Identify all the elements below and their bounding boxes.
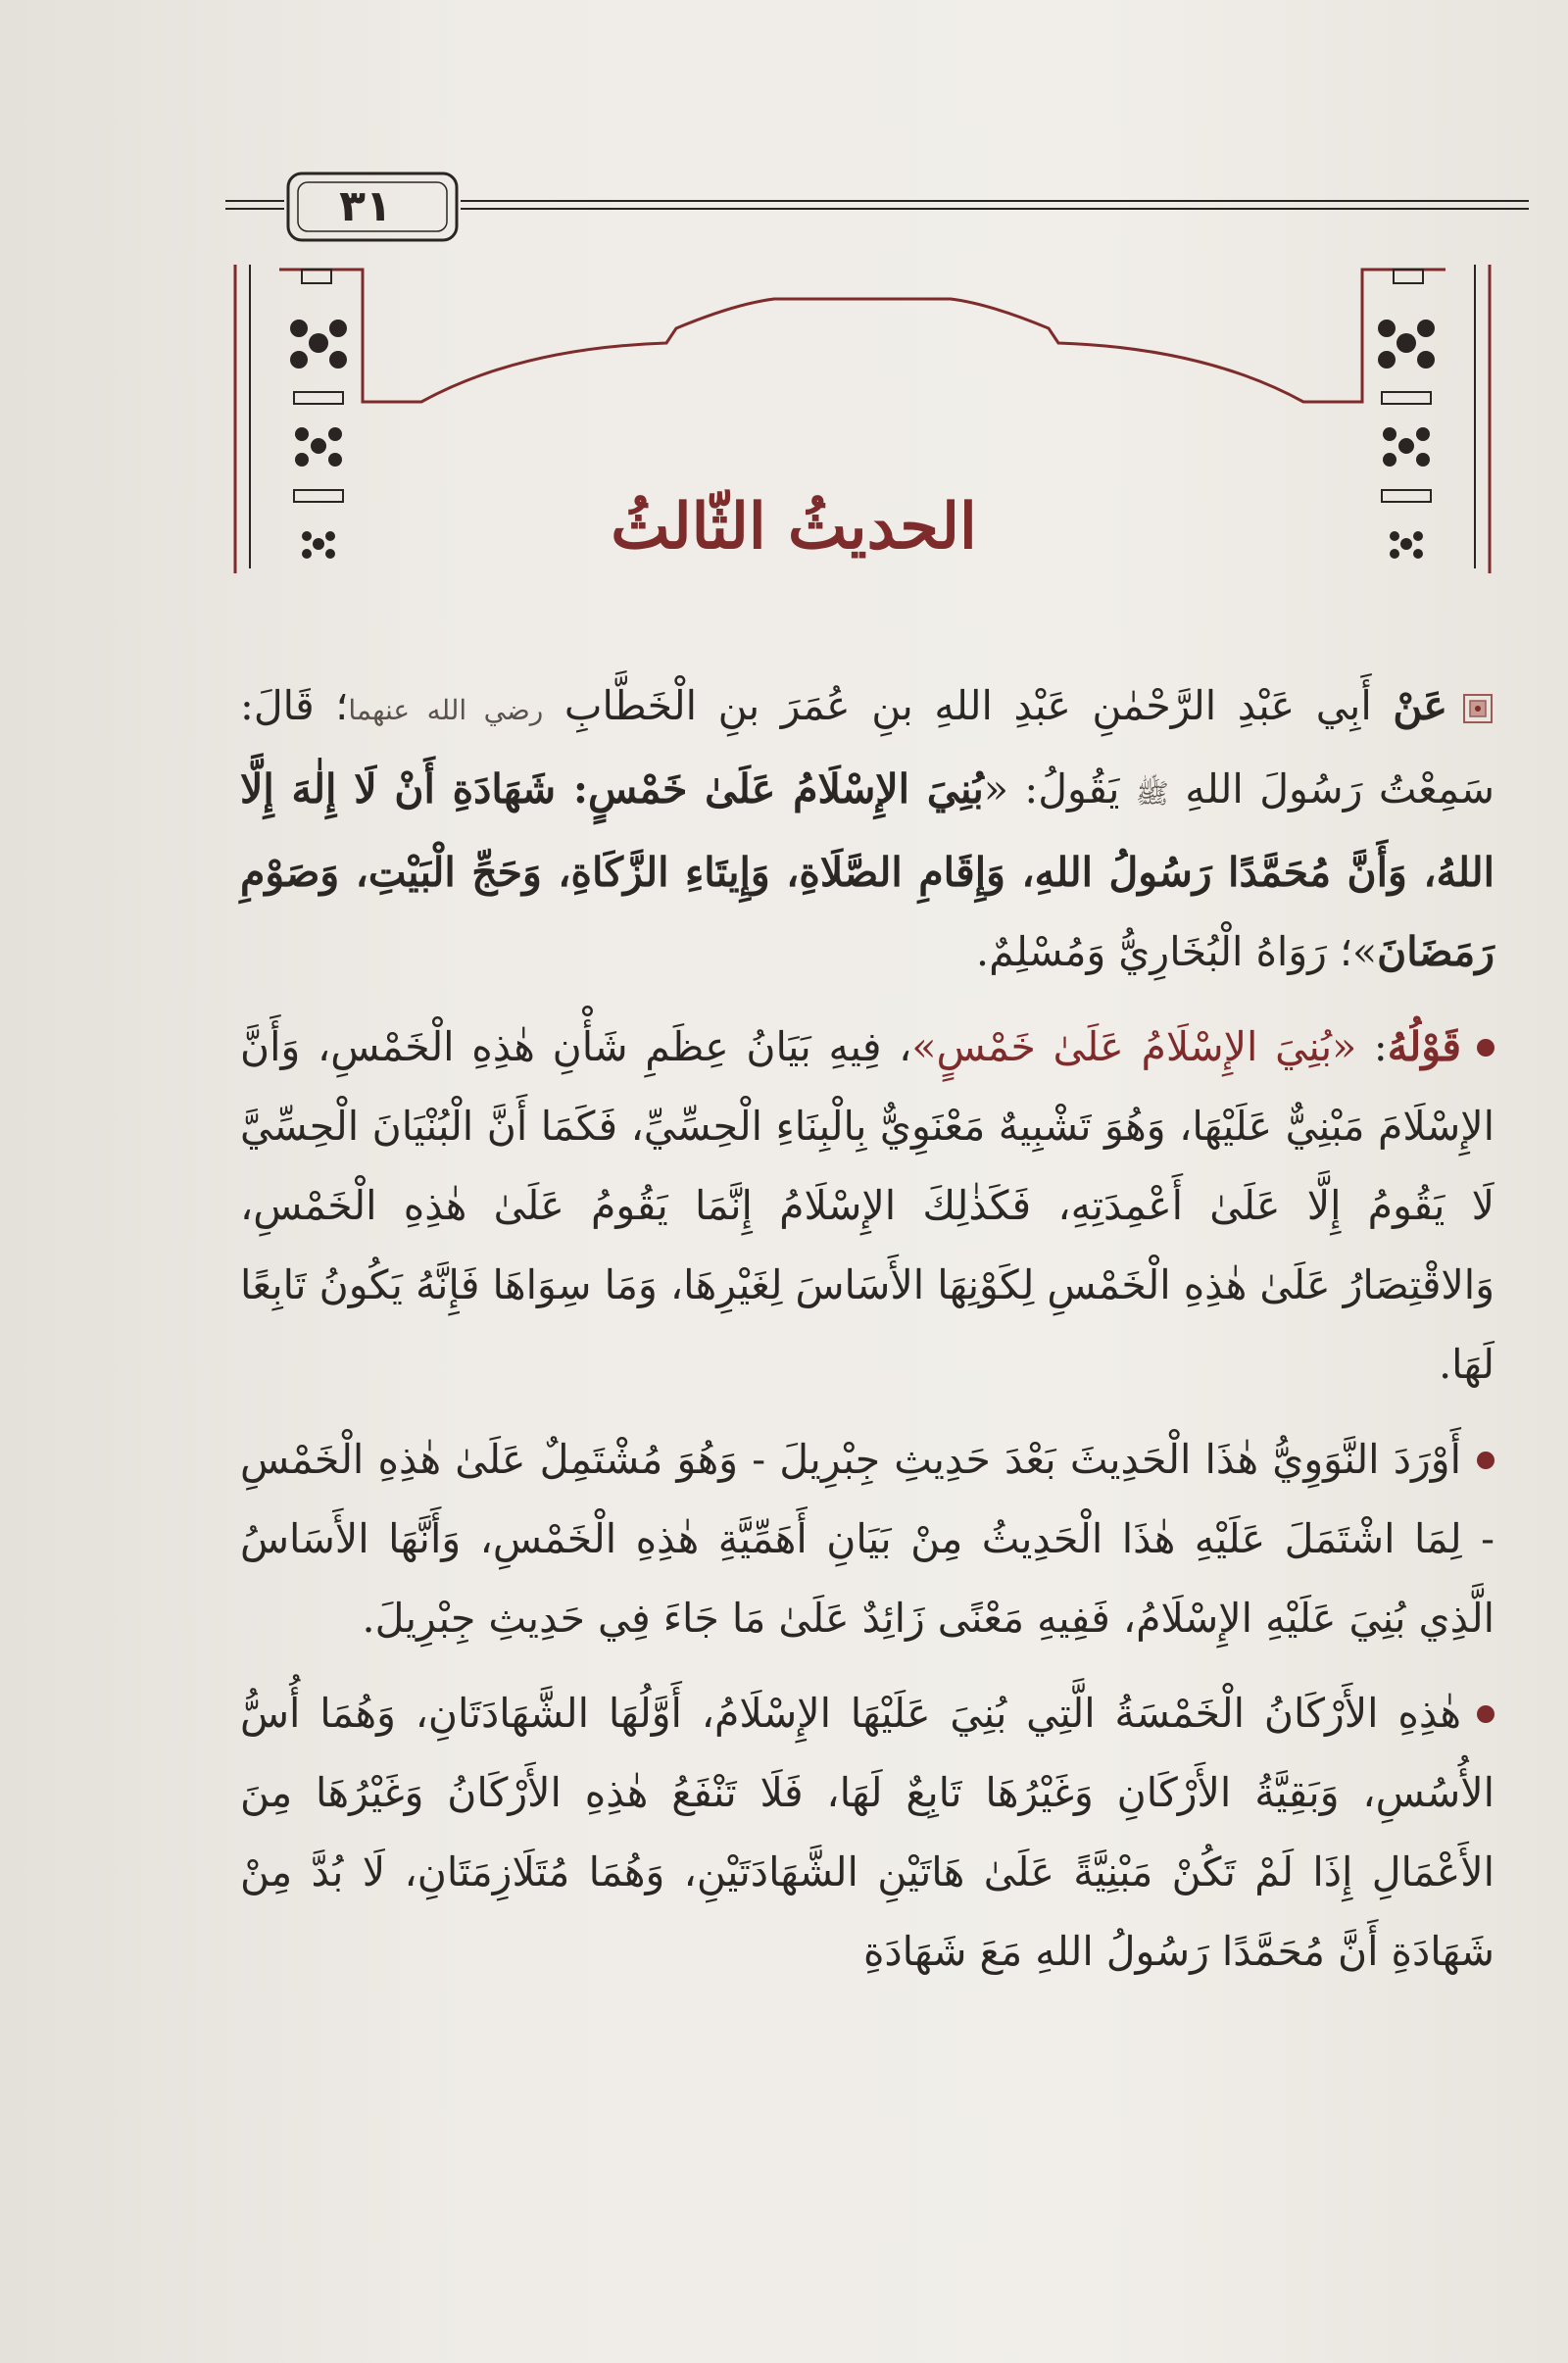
commentary-paragraph (240, 1008, 1494, 1404)
commentary-colon: : (1356, 1023, 1388, 1070)
commentary-paragraph (240, 1420, 1494, 1658)
hadith-closing: »؛ رَوَاهُ الْبُخَارِيُّ وَمُسْلِمٌ. (976, 928, 1378, 975)
page-number: ٣١ (339, 180, 392, 231)
hadith-title: الحديثُ الثّالثُ (611, 490, 977, 564)
main-text (240, 666, 1494, 2007)
narrator: أَبِي عَبْدِ الرَّحْمٰنِ عَبْدِ اللهِ بنِ عُمَرَ بنِ الْخَطَّابِ (543, 682, 1394, 729)
commentary-text: هٰذِهِ الأَرْكَانُ الْخَمْسَةُ الَّتِي بُنِيَ عَلَيْهَا الإِسْلَامُ، أَوَّلُهَا الشَّهَادَتَانِ، وَهُمَا أُسُّ الأُسُسِ، وَبَقِيَّةُ الأَرْكَانِ وَغَيْرُهَا تَابِعٌ لَهَا، فَلَا تَنْفَعُ هٰذِهِ الأَرْكَانُ وَغَيْرُهَا مِنَ الأَعْمَالِ إِذَا لَمْ تَكُنْ مَبْنِيَّةً عَلَىٰ هَاتَيْنِ الشَّهَادَتَيْنِ، وَهُمَا مُتَلَازِمَتَانِ، لَا بُدَّ مِنْ شَهَادَةِ أَنَّ مُحَمَّدًا رَسُولُ اللهِ مَعَ شَهَادَةِ (240, 1690, 1494, 1975)
prophet-honorific: ﷺ (1135, 777, 1169, 810)
commentary-text: ، فِيهِ بَيَانُ عِظَمِ شَأْنِ هٰذِهِ الْخَمْسِ، وَأَنَّ الإِسْلَامَ مَبْنِيٌّ عَلَيْهَا، وَهُوَ تَشْبِيهٌ مَعْنَوِيٌّ بِالْبِنَاءِ الْحِسِّيِّ، فَكَمَا أَنَّ الْبُنْيَانَ الْحِسِّيَّ لَا يَقُومُ إِلَّا عَلَىٰ أَعْمِدَتِهِ، فَكَذٰلِكَ الإِسْلَامُ إِنَّمَا يَقُومُ عَلَىٰ هٰذِهِ الْخَمْسِ، وَالاقْتِصَارُ عَلَىٰ هٰذِهِ الْخَمْسِ لِكَوْنِهَا الأَسَاسَ لِغَيْرِهَا، وَمَا سِوَاهَا فَإِنَّهُ يَكُونُ تَابِعًا لَهَا. (239, 1023, 1494, 1388)
hadith-text: بُنِيَ الإِسْلَامُ عَلَىٰ خَمْسٍ: شَهَادَةِ أَنْ لَا إِلٰهَ إِلَّا اللهُ، وَأَنَّ مُحَمَّدًا رَسُولُ اللهِ، وَإِقَامِ الصَّلَاةِ، وَإِيتَاءِ الزَّكَاةِ، وَحَجِّ الْبَيْتِ، وَصَوْمِ رَمَضَانَ (240, 765, 1494, 975)
diamond-ornament-icon (1461, 692, 1494, 725)
commentary-paragraph (240, 1674, 1494, 1992)
bullet-dot-icon (1477, 1452, 1494, 1469)
hadith-paragraph (240, 666, 1494, 992)
commentary-quote: «بُنِيَ الإِسْلَامُ عَلَىٰ خَمْسٍ» (911, 1023, 1357, 1070)
bullet-dot-icon (1477, 1705, 1494, 1723)
hadith-says: يَقُولُ: « (983, 765, 1136, 812)
commentary-text: أَوْرَدَ النَّوَوِيُّ هٰذَا الْحَدِيثَ بَعْدَ حَدِيثِ جِبْرِيلَ - وَهُوَ مُشْتَمِلٌ عَلَىٰ هٰذِهِ الْخَمْسِ - لِمَا اشْتَمَلَ عَلَيْهِ هٰذَا الْحَدِيثُ مِنْ بَيَانِ أَهَمِّيَّةِ هٰذِهِ الْخَمْسِ، وَأَنَّهَا الأَسَاسُ الَّذِي بُنِيَ عَلَيْهِ الإِسْلَامُ، فَفِيهِ مَعْنًى زَائِدٌ عَلَىٰ مَا جَاءَ فِي حَدِيثِ جِبْرِيلَ. (240, 1436, 1494, 1642)
narrator-honorific: رضي الله عنهما (348, 694, 544, 726)
commentary-lead: قَوْلُهُ (1387, 1023, 1461, 1070)
hadith-opening: عَنْ (1393, 682, 1448, 729)
bullet-dot-icon (1477, 1039, 1494, 1057)
hadith-lead-in: ؛ قَالَ: سَمِعْتُ رَسُولَ اللهِ (240, 682, 1494, 812)
